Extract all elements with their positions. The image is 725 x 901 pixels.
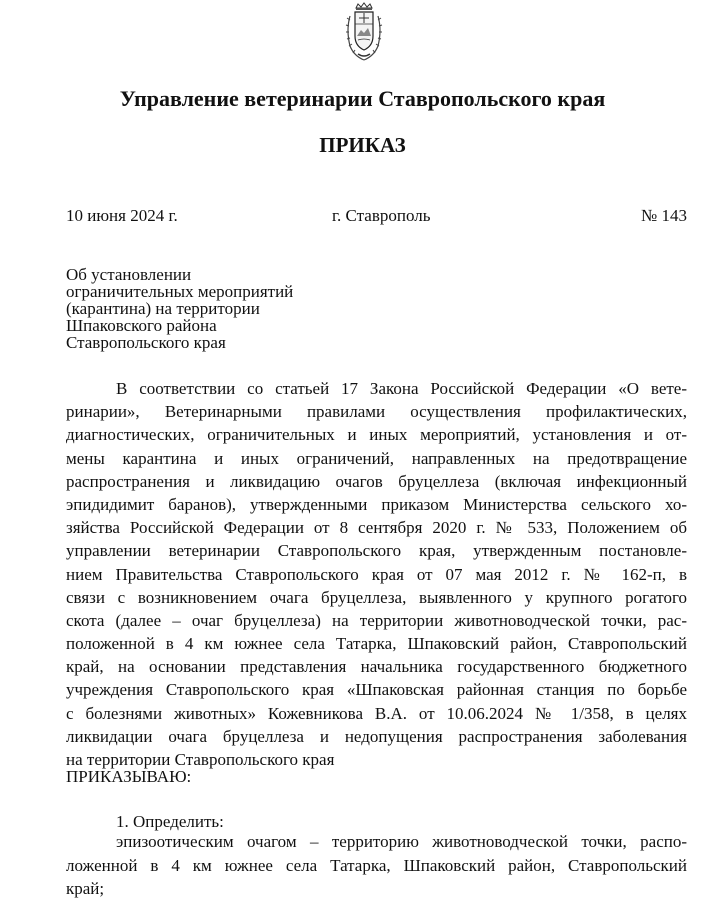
subject-line: ограничительных мероприятий [66,282,294,301]
subject-line: Ставропольского края [66,333,226,352]
body-line: край, на основании представления начальника государственного бюджетного [66,657,687,677]
document-meta-row [66,203,687,229]
subject-line: Об установлении [66,265,192,284]
body-line: положенной в 4 км южнее села Татарка, Шпаковский район, Ставропольский [66,634,687,654]
document-number: № 143 [641,206,687,225]
body-line: В соответствии со статьей 17 Закона Российской Федерации «О вете- [116,379,687,398]
organization-title: Управление ветеринарии Ставропольского края [119,86,606,111]
document-type-heading: ПРИКАЗ [319,133,406,157]
document-date: 10 июня 2024 г. [66,206,178,225]
body-line: эпидидимит баранов), утвержденными приказом Министерства сельского хо- [66,494,687,514]
item-1-line: край; [66,879,105,898]
body-line: связи с возникновением очага бруцеллеза, выявленного у крупного рогатого [66,587,687,607]
body-line: ринарии», Ветеринарными правилами осуществления профилактических, [66,402,687,422]
body-line: распространения и ликвидацию очагов бруцеллеза (включая инфекционный [66,471,687,491]
item-1-heading: 1. Определить: [116,812,224,831]
subject-line: Шпаковского района [66,316,217,335]
body-line: управлении ветеринарии Ставропольского края, утвержденным постановле- [66,541,687,561]
document-city: г. Ставрополь [332,206,431,225]
document-subject [66,266,366,351]
body-line: ликвидации очага бруцеллеза и недопущения распространения заболевания [66,726,687,746]
body-line: зяйства Российской Федерации от 8 сентября 2020 г. № 533, Положением об [66,518,687,538]
body-line: на территории Ставропольского края [66,750,335,769]
preamble-paragraph [66,377,687,771]
body-line: с болезнями животных» Кожевникова В.А. от 10.06.2024 № 1/358, в целях [66,703,687,723]
item-1-body [66,830,687,901]
body-line: скота (далее – очаг бруцеллеза) на территории животноводческой точки, рас- [66,610,687,630]
body-line: диагностических, ограничительных и иных мероприятий, установления и от- [66,425,687,445]
item-1-line: ложенной в 4 км южнее села Татарка, Шпаковский район, Ставропольский [66,855,687,875]
body-line: нием Правительства Ставропольского края от 07 мая 2012 г. № 162-п, в [66,564,687,584]
item-1-line: эпизоотическим очагом – территорию животноводческой точки, распо- [116,832,687,851]
stavropol-coat-of-arms-icon [344,2,384,62]
body-line: учреждения Ставропольского края «Шпаковская районная станция по борьбе [66,680,687,700]
order-directive: ПРИКАЗЫВАЮ: [66,767,192,786]
body-line: мены карантина и иных ограничений, направленных на предотвращение [66,448,687,468]
subject-line: (карантина) на территории [66,299,260,318]
